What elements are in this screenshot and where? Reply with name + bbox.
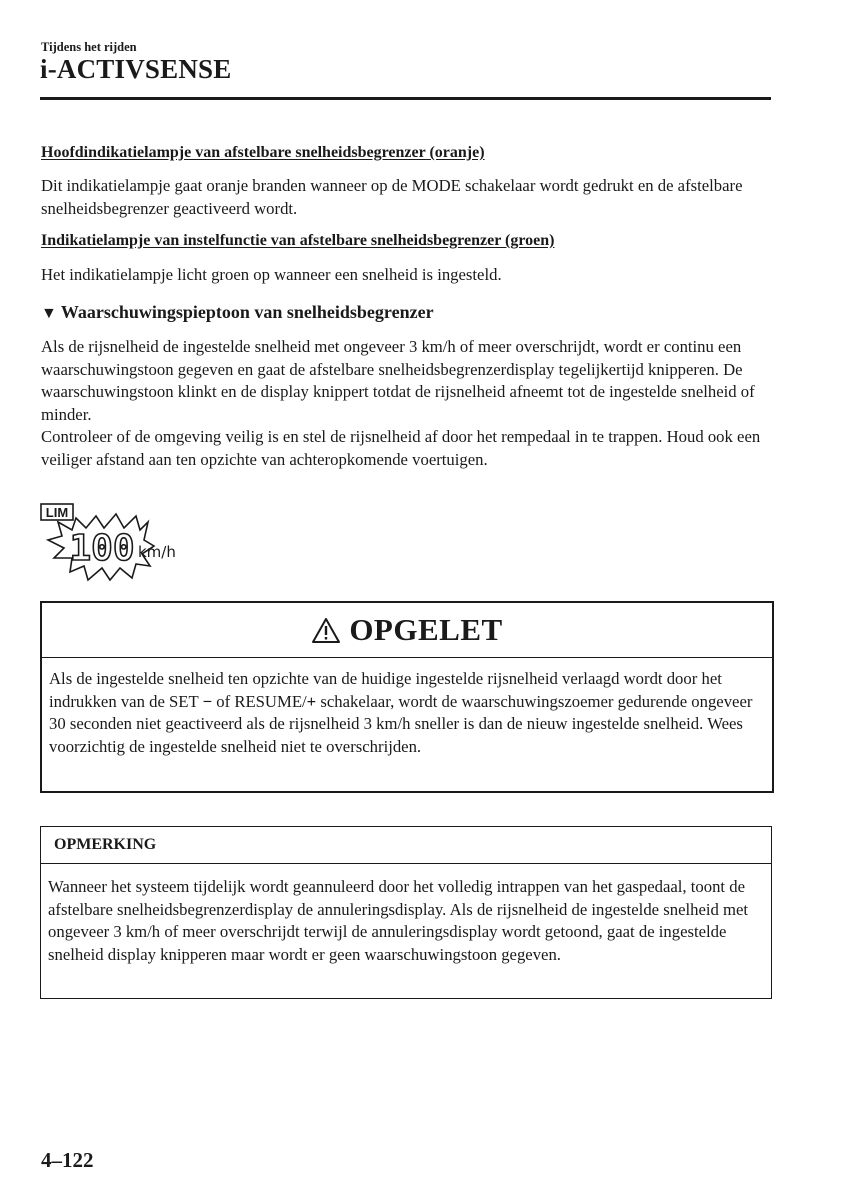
caution-box <box>40 601 774 793</box>
main-indicator-heading: Hoofdindikatielampje van afstelbare snelheidsbegrenzer (oranje) <box>41 144 485 161</box>
speed-value: 100 <box>69 528 135 569</box>
warning-tone-paragraph-2: Controleer of de omgeving veilig is en stel de rijsnelheid af door het rempedaal in te trappen. Houd ook een veiliger afstand aan ten opzichte van achteropkomende voertuigen. <box>41 427 761 469</box>
section-label: Tijdens het rijden <box>41 40 137 54</box>
warning-tone-paragraph-1: Als de rijsnelheid de ingestelde snelheid met ongeveer 3 km/h of meer overschrijdt, wordt er continu een waarschuwingstoon gegeven en gaat de afstelbare snelheidsbegrenzerdisplay tegelijkertijd knipperen. De waarschuwingstoon klinkt en de display knippert totdat de rijsnelheid afneemt tot de ingestelde snelheid of minder. <box>41 337 755 424</box>
note-text: Wanneer het systeem tijdelijk wordt geannuleerd door het volledig intrappen van het gaspedaal, toont de afstelbare snelheidsbegrenzerdisplay de annuleringsdisplay. Als de rijsnelheid de ingestelde snelheid met ongeveer 3 km/h of meer overschrijdt terwijl de annuleringsdisplay wordt getoond, gaat de ingestelde snelheid display knipperen maar wordt er geen waarschuwingstoon gegeven. <box>48 877 749 964</box>
warning-tone-text <box>41 336 776 471</box>
warning-tone-heading-label: Waarschuwingspieptoon van snelheidsbegrenzer <box>60 302 434 322</box>
plus-symbol: + <box>306 691 317 711</box>
caution-title: OPGELET <box>349 612 503 647</box>
title-divider <box>40 97 771 100</box>
page-title: i-ACTIVSENSE <box>40 54 232 84</box>
set-indicator-heading: Indikatielampje van instelfunctie van afstelbare snelheidsbegrenzer (groen) <box>41 232 555 249</box>
note-header <box>41 827 771 864</box>
section-triangle-icon: ▼ <box>41 305 57 322</box>
caution-text-part-3: schakelaar, wordt de waarschuwingszoemer gedurende ongeveer 30 seconden niet geactiveerd als de rijsnelheid 3 km/h sneller is dan de nieuw ingestelde snelheid. Wees voorzichtig de ingestelde snelheid niet te overschrijden. <box>49 691 753 756</box>
caution-header <box>42 603 772 658</box>
main-indicator-text: Dit indikatielampje gaat oranje branden wanneer op de MODE schakelaar wordt gedrukt en de afstelbare snelheidsbegrenzer geactiveerd wordt. <box>41 176 743 218</box>
note-box <box>40 826 772 999</box>
warning-triangle-icon <box>311 617 341 644</box>
set-indicator-text: Het indikatielampje licht groen op wanneer een snelheid is ingesteld. <box>41 265 502 284</box>
speed-unit: km/h <box>138 543 176 561</box>
speed-limiter-display-illustration <box>40 500 200 588</box>
note-title: OPMERKING <box>54 836 157 853</box>
caution-text <box>49 668 765 758</box>
warning-tone-heading <box>41 302 434 323</box>
page-number: 4–122 <box>41 1148 94 1172</box>
caution-text-part-2: of RESUME/ <box>212 691 307 711</box>
lim-label: LIM <box>45 505 69 520</box>
caution-text-part-1: Als de ingestelde snelheid ten opzichte van de huidige ingestelde rijsnelheid verlaagd wordt door het indrukken van de SET <box>49 669 722 711</box>
minus-symbol: − <box>202 691 213 711</box>
